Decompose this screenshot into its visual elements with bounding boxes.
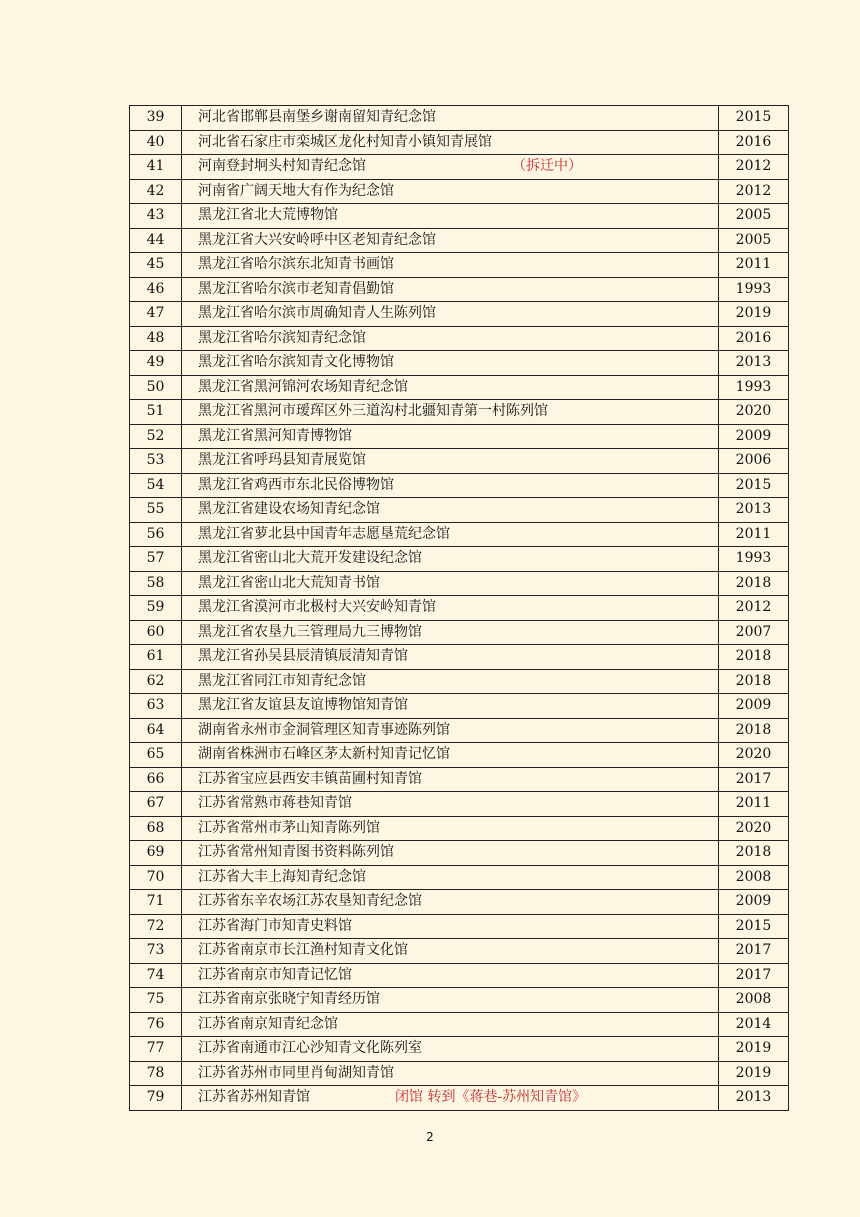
table-row <box>130 351 789 376</box>
row-number: 55 <box>130 498 182 523</box>
year-cell: 2009 <box>719 890 789 915</box>
table-row <box>130 449 789 474</box>
table-row <box>130 620 789 645</box>
row-number: 61 <box>130 645 182 670</box>
museum-name: 黑龙江省鸡西市东北民俗博物馆 <box>198 476 394 493</box>
museum-name: 黑龙江省黑河知青博物馆 <box>198 427 352 444</box>
museum-name-cell <box>182 767 719 792</box>
table-row <box>130 718 789 743</box>
year-cell: 2012 <box>719 155 789 180</box>
museum-name: 黑龙江省漠河市北极村大兴安岭知青馆 <box>198 599 436 616</box>
year-cell: 2013 <box>719 1086 789 1111</box>
table-row <box>130 522 789 547</box>
table-row <box>130 130 789 155</box>
year-cell: 2009 <box>719 424 789 449</box>
museum-name-cell <box>182 228 719 253</box>
year-cell: 2005 <box>719 204 789 229</box>
year-cell: 2015 <box>719 914 789 939</box>
museum-name-cell <box>182 547 719 572</box>
table-row <box>130 179 789 204</box>
museum-name: 江苏省南京知青纪念馆 <box>198 1015 338 1032</box>
year-cell: 2008 <box>719 988 789 1013</box>
museum-name-cell <box>182 326 719 351</box>
table-row <box>130 106 789 131</box>
table-row <box>130 302 789 327</box>
year-cell: 2007 <box>719 620 789 645</box>
museum-name-cell <box>182 718 719 743</box>
museum-name: 江苏省南通市江心沙知青文化陈列室 <box>198 1040 422 1057</box>
museum-name: 河北省石家庄市栾城区龙化村知青小镇知青展馆 <box>198 133 492 150</box>
table-row <box>130 669 789 694</box>
table-row <box>130 400 789 425</box>
museum-name: 黑龙江省农垦九三管理局九三博物馆 <box>198 623 422 640</box>
museum-name-cell <box>182 400 719 425</box>
museum-name-cell <box>182 816 719 841</box>
museum-name-cell <box>182 865 719 890</box>
row-number: 46 <box>130 277 182 302</box>
row-number: 79 <box>130 1086 182 1111</box>
museum-name-cell <box>182 1037 719 1062</box>
museum-name-cell <box>182 890 719 915</box>
table-row <box>130 914 789 939</box>
year-cell: 2014 <box>719 1012 789 1037</box>
year-cell: 2018 <box>719 718 789 743</box>
museum-name-cell <box>182 571 719 596</box>
museum-name: 江苏省常州市茅山知青陈列馆 <box>198 819 380 836</box>
table-row <box>130 694 789 719</box>
row-number: 56 <box>130 522 182 547</box>
table-row <box>130 253 789 278</box>
museum-name: 黑龙江省哈尔滨知青纪念馆 <box>198 329 366 346</box>
museum-name-cell <box>182 1086 719 1111</box>
table-row <box>130 1086 789 1111</box>
row-number: 41 <box>130 155 182 180</box>
museum-name: 河南省广阔天地大有作为纪念馆 <box>198 182 394 199</box>
year-cell: 2018 <box>719 645 789 670</box>
row-number: 42 <box>130 179 182 204</box>
year-cell: 2008 <box>719 865 789 890</box>
row-number: 63 <box>130 694 182 719</box>
year-cell: 2020 <box>719 816 789 841</box>
table-row <box>130 792 789 817</box>
museum-name-cell <box>182 1061 719 1086</box>
museum-name: 江苏省常州知青图书资料陈列馆 <box>198 844 394 861</box>
table-row <box>130 1037 789 1062</box>
museum-name-cell <box>182 449 719 474</box>
museum-name-cell <box>182 302 719 327</box>
museum-name: 黑龙江省哈尔滨东北知青书画馆 <box>198 256 394 273</box>
row-number: 72 <box>130 914 182 939</box>
table-row <box>130 155 789 180</box>
row-number: 78 <box>130 1061 182 1086</box>
year-cell: 2006 <box>719 449 789 474</box>
table-row <box>130 498 789 523</box>
museum-name: 黑龙江省呼玛县知青展览馆 <box>198 452 366 469</box>
row-number: 70 <box>130 865 182 890</box>
museum-name-cell <box>182 155 719 180</box>
museum-name: 河南登封坰头村知青纪念馆 <box>198 158 366 175</box>
museum-name: 河北省邯郸县南堡乡谢南留知青纪念馆 <box>198 109 436 126</box>
museum-name: 黑龙江省建设农场知青纪念馆 <box>198 501 380 518</box>
table-row <box>130 228 789 253</box>
museum-name-cell <box>182 375 719 400</box>
row-number: 65 <box>130 743 182 768</box>
table-row <box>130 963 789 988</box>
museum-name: 江苏省苏州知青馆 <box>198 1089 310 1106</box>
museum-name: 江苏省宝应县西安丰镇苗圃村知青馆 <box>198 770 422 787</box>
museum-name-cell <box>182 939 719 964</box>
table-row <box>130 841 789 866</box>
row-number: 44 <box>130 228 182 253</box>
row-number: 74 <box>130 963 182 988</box>
row-number: 71 <box>130 890 182 915</box>
museum-name: 黑龙江省黑河市瑷珲区外三道沟村北疆知青第一村陈列馆 <box>198 403 548 420</box>
museum-name: 黑龙江省大兴安岭呼中区老知青纪念馆 <box>198 231 436 248</box>
row-number: 40 <box>130 130 182 155</box>
table-row <box>130 645 789 670</box>
table-row <box>130 375 789 400</box>
table-row <box>130 1061 789 1086</box>
museum-name-cell <box>182 792 719 817</box>
row-number: 39 <box>130 106 182 131</box>
museum-name-cell <box>182 498 719 523</box>
row-number: 68 <box>130 816 182 841</box>
row-number: 64 <box>130 718 182 743</box>
museum-name-cell <box>182 522 719 547</box>
museum-name-cell <box>182 130 719 155</box>
museum-name-cell <box>182 914 719 939</box>
row-number: 57 <box>130 547 182 572</box>
row-number: 60 <box>130 620 182 645</box>
table-row <box>130 473 789 498</box>
year-cell: 2016 <box>719 326 789 351</box>
museum-name: 黑龙江省友谊县友谊博物馆知青馆 <box>198 697 408 714</box>
row-number: 75 <box>130 988 182 1013</box>
table-row <box>130 988 789 1013</box>
row-number: 73 <box>130 939 182 964</box>
row-number: 58 <box>130 571 182 596</box>
year-cell: 2009 <box>719 694 789 719</box>
museum-name: 黑龙江省孙吴县辰清镇辰清知青馆 <box>198 648 408 665</box>
year-cell: 2018 <box>719 571 789 596</box>
row-number: 43 <box>130 204 182 229</box>
museum-name-cell <box>182 351 719 376</box>
year-cell: 2013 <box>719 351 789 376</box>
table-row <box>130 571 789 596</box>
museum-name: 黑龙江省哈尔滨知青文化博物馆 <box>198 354 394 371</box>
museum-name: 黑龙江省哈尔滨市老知青倡勤馆 <box>198 280 394 297</box>
year-cell: 1993 <box>719 375 789 400</box>
year-cell: 2017 <box>719 939 789 964</box>
row-number: 50 <box>130 375 182 400</box>
year-cell: 2019 <box>719 1061 789 1086</box>
table-row <box>130 865 789 890</box>
museum-name: 黑龙江省北大荒博物馆 <box>198 207 338 224</box>
row-number: 48 <box>130 326 182 351</box>
museum-name: 黑龙江省哈尔滨市周确知青人生陈列馆 <box>198 305 436 322</box>
year-cell: 2012 <box>719 596 789 621</box>
museum-name: 黑龙江省萝北县中国青年志愿垦荒纪念馆 <box>198 525 450 542</box>
museum-name-cell <box>182 179 719 204</box>
museum-name: 黑龙江省密山北大荒知青书馆 <box>198 574 380 591</box>
museum-name: 江苏省东辛农场江苏农垦知青纪念馆 <box>198 893 422 910</box>
table-row <box>130 277 789 302</box>
museum-name-cell <box>182 963 719 988</box>
museum-name: 湖南省永州市金洞管理区知青事迹陈列馆 <box>198 721 450 738</box>
museum-name-cell <box>182 645 719 670</box>
year-cell: 2015 <box>719 473 789 498</box>
year-cell: 2013 <box>719 498 789 523</box>
museum-name: 江苏省南京市知青记忆馆 <box>198 966 352 983</box>
row-number: 54 <box>130 473 182 498</box>
year-cell: 2005 <box>719 228 789 253</box>
museum-name: 江苏省南京张晓宁知青经历馆 <box>198 991 380 1008</box>
museum-name-cell <box>182 1012 719 1037</box>
year-cell: 2018 <box>719 841 789 866</box>
museum-name: 湖南省株洲市石峰区茅太新村知青记忆馆 <box>198 746 450 763</box>
row-number: 59 <box>130 596 182 621</box>
year-cell: 2019 <box>719 302 789 327</box>
year-cell: 1993 <box>719 277 789 302</box>
year-cell: 2011 <box>719 792 789 817</box>
page-number: 2 <box>426 1130 434 1144</box>
year-cell: 2018 <box>719 669 789 694</box>
museum-name: 江苏省常熟市蒋巷知青馆 <box>198 795 352 812</box>
year-cell: 2020 <box>719 400 789 425</box>
row-number: 77 <box>130 1037 182 1062</box>
table-row <box>130 939 789 964</box>
museum-name-cell <box>182 253 719 278</box>
year-cell: 2020 <box>719 743 789 768</box>
museum-name-cell <box>182 106 719 131</box>
table-row <box>130 890 789 915</box>
row-number: 49 <box>130 351 182 376</box>
table-row <box>130 767 789 792</box>
row-number: 47 <box>130 302 182 327</box>
year-cell: 2012 <box>719 179 789 204</box>
museum-name-cell <box>182 988 719 1013</box>
year-cell: 2015 <box>719 106 789 131</box>
year-cell: 1993 <box>719 547 789 572</box>
row-number: 69 <box>130 841 182 866</box>
table-row <box>130 326 789 351</box>
year-cell: 2017 <box>719 767 789 792</box>
museum-name: 黑龙江省黑河锦河农场知青纪念馆 <box>198 378 408 395</box>
museum-name-cell <box>182 694 719 719</box>
year-cell: 2011 <box>719 522 789 547</box>
table-row <box>130 1012 789 1037</box>
table-row <box>130 596 789 621</box>
year-cell: 2011 <box>719 253 789 278</box>
row-number: 51 <box>130 400 182 425</box>
museum-name-cell <box>182 841 719 866</box>
museum-name-cell <box>182 204 719 229</box>
row-number: 52 <box>130 424 182 449</box>
status-note: 闭馆 转到《蒋巷-苏州知青馆》 <box>395 1089 587 1105</box>
museum-name: 江苏省南京市长江渔村知青文化馆 <box>198 942 408 959</box>
row-number: 66 <box>130 767 182 792</box>
museum-name: 江苏省海门市知青史料馆 <box>198 917 352 934</box>
table-row <box>130 816 789 841</box>
museum-name: 黑龙江省同江市知青纪念馆 <box>198 672 366 689</box>
table-row <box>130 424 789 449</box>
museum-name-cell <box>182 620 719 645</box>
table-row <box>130 743 789 768</box>
row-number: 62 <box>130 669 182 694</box>
year-cell: 2017 <box>719 963 789 988</box>
museum-name-cell <box>182 743 719 768</box>
museum-name-cell <box>182 669 719 694</box>
table-body <box>130 106 789 1111</box>
table-row <box>130 547 789 572</box>
row-number: 67 <box>130 792 182 817</box>
row-number: 76 <box>130 1012 182 1037</box>
row-number: 53 <box>130 449 182 474</box>
museum-name: 江苏省苏州市同里肖甸湖知青馆 <box>198 1064 394 1081</box>
year-cell: 2019 <box>719 1037 789 1062</box>
status-note: （拆迁中） <box>512 158 582 174</box>
museum-name-cell <box>182 277 719 302</box>
museum-name: 江苏省大丰上海知青纪念馆 <box>198 868 366 885</box>
row-number: 45 <box>130 253 182 278</box>
museum-name-cell <box>182 424 719 449</box>
museum-name: 黑龙江省密山北大荒开发建设纪念馆 <box>198 550 422 567</box>
museum-table <box>129 105 789 1111</box>
museum-name-cell <box>182 596 719 621</box>
table-row <box>130 204 789 229</box>
museum-name-cell <box>182 473 719 498</box>
year-cell: 2016 <box>719 130 789 155</box>
